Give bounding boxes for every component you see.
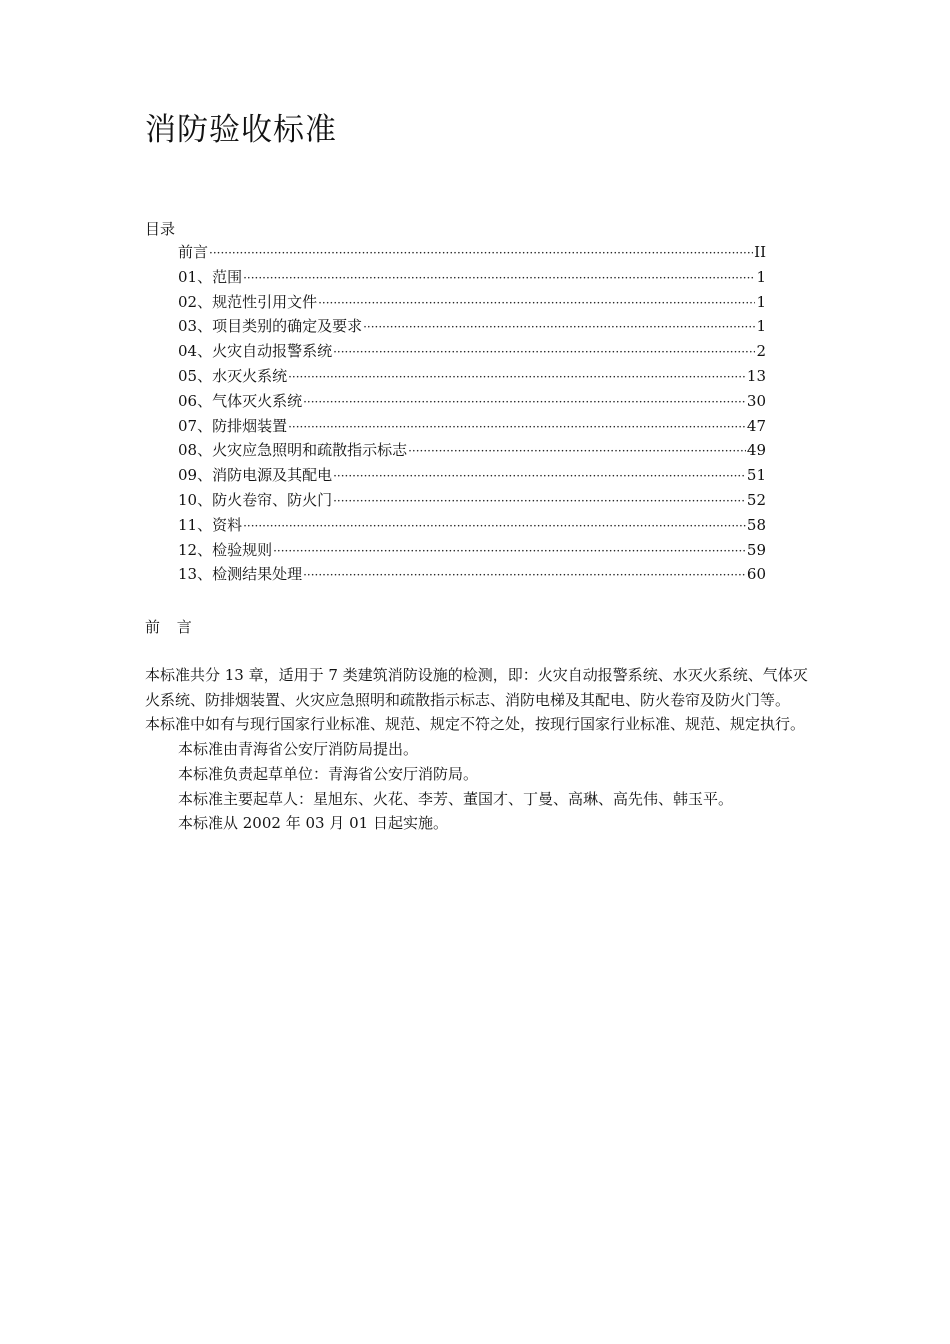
toc-entry-label: 前言 (178, 243, 209, 261)
toc-entry-fire-power-supply (178, 463, 766, 488)
toc-entry-fire-shutters-doors (178, 488, 766, 513)
toc-dot-leader (303, 390, 746, 415)
toc-entry-label: 02、规范性引用文件 (178, 292, 318, 311)
toc-entry-fire-alarm (178, 339, 766, 364)
toc-dot-leader (209, 241, 753, 266)
toc-entry-preface (178, 240, 766, 265)
toc-entry-page: 1 (756, 317, 766, 336)
toc-entry-page: 1 (756, 292, 766, 311)
toc-entry-water-extinguishing (178, 364, 766, 389)
toc-entry-project-categories (178, 314, 766, 339)
preface-paragraph: 本标准从 2002 年 03 月 01 日起实施。 (178, 814, 448, 833)
preface-body (145, 663, 809, 836)
toc-dot-leader (243, 266, 755, 291)
toc-entry-page: 1 (756, 267, 766, 286)
toc-entry-page: 58 (746, 515, 766, 534)
toc-dot-leader (288, 415, 746, 440)
toc-entry-label: 11、资料 (178, 515, 243, 534)
document-title: 消防验收标准 (145, 112, 337, 148)
preface-paragraph: 本标准主要起草人：星旭东、火花、李芳、董国才、丁曼、高琳、高先伟、韩玉平。 (178, 789, 734, 808)
preface-paragraph: 本标准负责起草单位：青海省公安厅消防局。 (178, 764, 479, 783)
toc-dot-leader (333, 489, 746, 514)
toc-entry-page: II (754, 243, 766, 261)
toc-dot-leader (333, 464, 746, 489)
toc-entry-label: 08、火灾应急照明和疏散指示标志 (178, 441, 408, 460)
toc-entry-emergency-lighting (178, 438, 766, 463)
toc-entry-page: 60 (746, 565, 766, 584)
toc-entry-label: 05、水灭火系统 (178, 366, 288, 385)
toc-entry-page: 30 (746, 391, 766, 410)
toc-entry-label: 10、防火卷帘、防火门 (178, 490, 333, 509)
toc-entry-inspection-rules (178, 538, 766, 563)
toc-dot-leader (363, 315, 755, 340)
toc-dot-leader (303, 563, 746, 588)
toc-dot-leader (288, 365, 746, 390)
toc-dot-leader (408, 439, 746, 464)
toc-entry-smoke-control (178, 414, 766, 439)
toc-entry-scope (178, 265, 766, 290)
toc-entry-page: 59 (746, 540, 766, 559)
toc-entry-label: 06、气体灭火系统 (178, 391, 303, 410)
toc-dot-leader (333, 340, 755, 365)
preface-heading: 前 言 (145, 618, 198, 636)
toc-entry-normative-references (178, 290, 766, 315)
toc-entry-page: 51 (746, 466, 766, 485)
preface-paragraph: 本标准共分 13 章，适用于 7 类建筑消防设施的检测，即：火灾自动报警系统、水灭火系统、气体灭火系统、防排烟装置、火灾应急照明和疏散指示标志、消防电梯及其配电、防火卷帘及防火门等。 (145, 666, 808, 709)
table-of-contents (178, 240, 766, 587)
toc-heading: 目录 (145, 220, 176, 238)
toc-entry-page: 49 (746, 441, 766, 460)
toc-entry-label: 07、防排烟装置 (178, 416, 288, 435)
toc-entry-page: 13 (746, 366, 766, 385)
toc-entry-result-handling (178, 562, 766, 587)
toc-entry-label: 03、项目类别的确定及要求 (178, 317, 363, 336)
preface-paragraph: 本标准由青海省公安厅消防局提出。 (178, 740, 419, 759)
toc-dot-leader (318, 291, 755, 316)
toc-dot-leader (243, 514, 746, 539)
toc-entry-label: 12、检验规则 (178, 540, 273, 559)
toc-entry-page: 2 (756, 342, 766, 361)
toc-entry-page: 47 (746, 416, 766, 435)
preface-paragraph: 本标准中如有与现行国家行业标准、规范、规定不符之处，按现行国家行业标准、规范、规定执行。 (145, 715, 806, 734)
toc-entry-label: 09、消防电源及其配电 (178, 466, 333, 485)
toc-entry-documents (178, 513, 766, 538)
toc-dot-leader (273, 539, 746, 564)
toc-entry-page: 52 (746, 490, 766, 509)
toc-entry-label: 01、范围 (178, 267, 243, 286)
toc-entry-gas-extinguishing (178, 389, 766, 414)
toc-entry-label: 04、火灾自动报警系统 (178, 342, 333, 361)
toc-entry-label: 13、检测结果处理 (178, 565, 303, 584)
